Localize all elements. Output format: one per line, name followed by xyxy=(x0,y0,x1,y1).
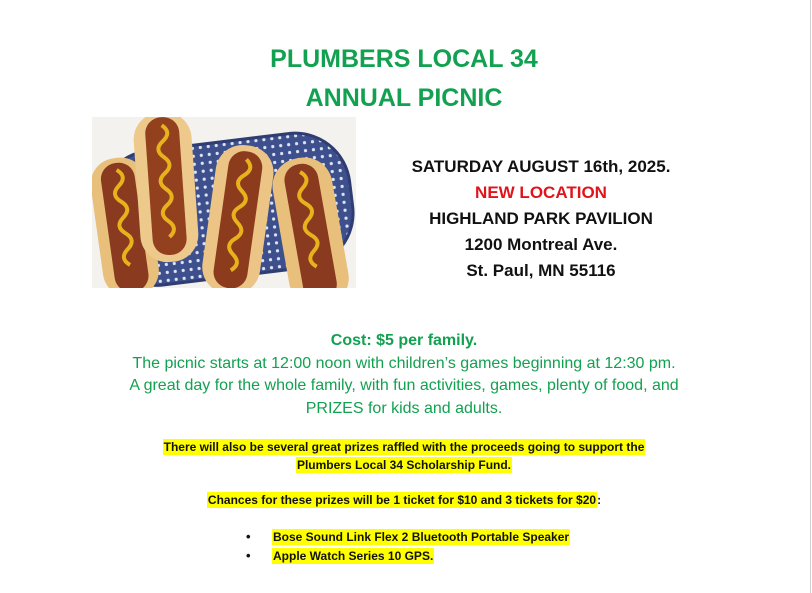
hot-dogs-photo xyxy=(92,117,356,288)
details-line-3: PRIZES for kids and adults. xyxy=(305,400,503,417)
event-city: St. Paul, MN 55116 xyxy=(466,261,616,280)
raffle-chances xyxy=(0,491,808,509)
raffle-text-line-2-highlight: Plumbers Local 34 Scholarship Fund. xyxy=(296,458,512,472)
raffle-text-line-1 xyxy=(0,438,808,456)
prize-name: Apple Watch Series 10 GPS. xyxy=(273,549,434,563)
raffle-text-line-2 xyxy=(0,456,808,474)
details-line-1: The picnic starts at 12:00 noon with children’s games beginning at 12:30 pm. xyxy=(132,355,676,372)
prize-list-item xyxy=(246,547,434,565)
flyer-title-line1: PLUMBERS LOCAL 34 xyxy=(270,45,538,73)
prize-list-item xyxy=(246,528,570,546)
raffle-chances-highlight: Chances for these prizes will be 1 ticket for $10 and 3 tickets for $20 xyxy=(207,493,597,507)
hot-dogs-illustration xyxy=(92,117,356,288)
event-street-address: 1200 Montreal Ave. xyxy=(464,235,618,254)
prize-name: Bose Sound Link Flex 2 Bluetooth Portable Speaker xyxy=(273,530,570,544)
flyer-title-line2: ANNUAL PICNIC xyxy=(305,84,503,112)
bullet-icon: • xyxy=(246,548,251,563)
details-line-2: A great day for the whole family, with fun activities, games, plenty of food, and xyxy=(129,377,679,394)
event-date: SATURDAY AUGUST 16th, 2025. xyxy=(411,157,671,176)
page-edge-divider xyxy=(810,0,811,593)
raffle-chances-colon: : xyxy=(597,493,602,507)
event-venue: HIGHLAND PARK PAVILION xyxy=(429,209,653,228)
cost-line: Cost: $5 per family. xyxy=(330,332,478,349)
new-location-label: NEW LOCATION xyxy=(475,183,607,202)
raffle-text-line-1-highlight: There will also be several great prizes raffled with the proceeds going to support the xyxy=(163,440,645,454)
bullet-icon: • xyxy=(246,529,251,544)
